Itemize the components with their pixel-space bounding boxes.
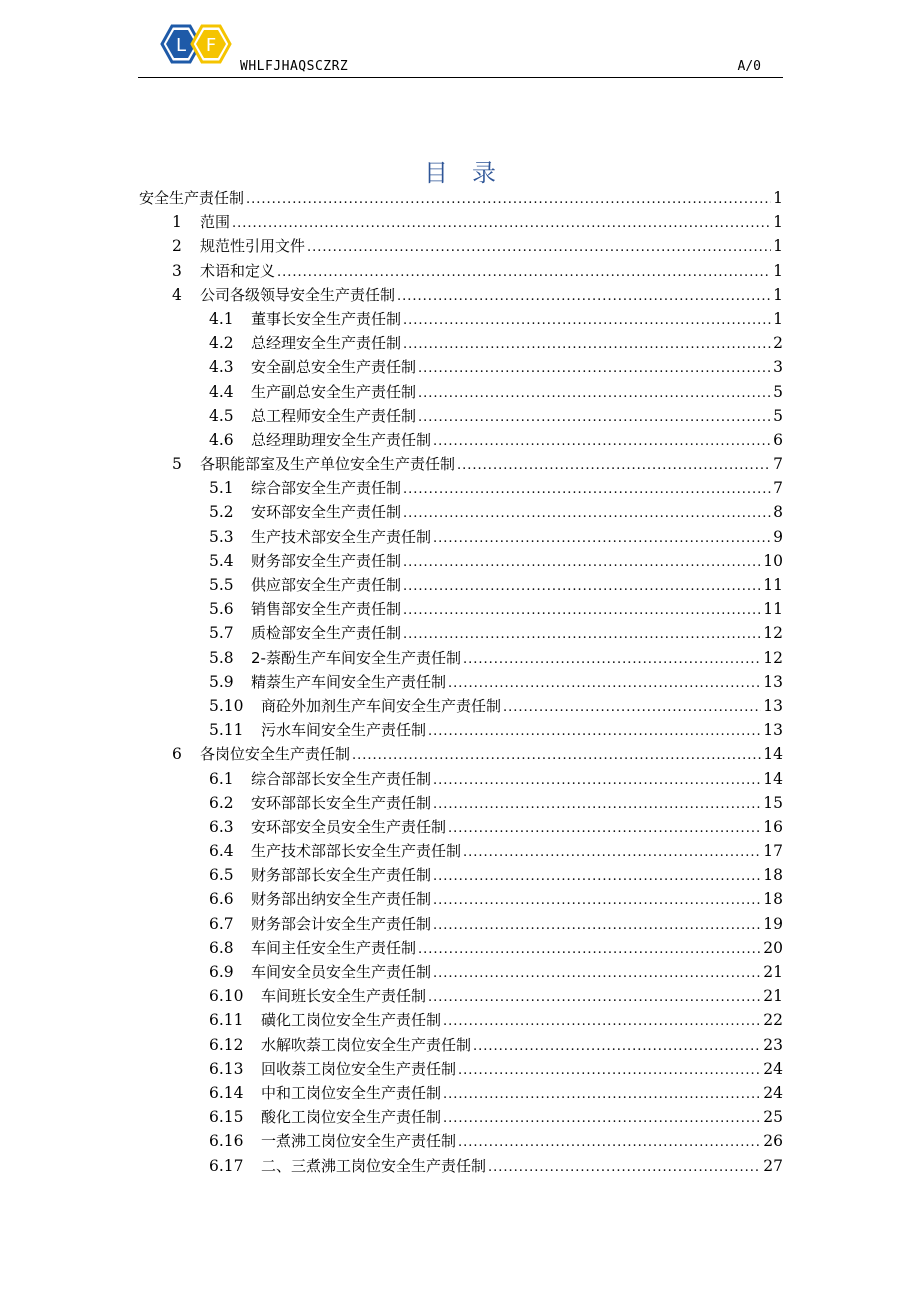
toc-entry-label: 二、三煮沸工岗位安全生产责任制: [261, 1156, 487, 1175]
toc-entry[interactable]: [139, 840, 783, 864]
toc-entry[interactable]: [139, 429, 783, 453]
toc-entry-label: 车间主任安全生产责任制: [251, 938, 417, 957]
toc-entry-label: 安全副总安全生产责任制: [251, 358, 417, 377]
toc-entry-label: 2-萘酚生产车间安全生产责任制: [251, 648, 461, 667]
toc-dot-leader: [418, 386, 771, 401]
toc-entry[interactable]: [139, 792, 783, 816]
toc-entry-number: 2: [172, 237, 182, 256]
toc-entry[interactable]: [139, 1058, 783, 1082]
toc-dot-leader: [428, 724, 761, 739]
toc-entry-page: 24: [763, 1059, 783, 1078]
toc-entry[interactable]: [139, 937, 783, 961]
toc-entry-label: 财务部会计安全生产责任制: [251, 914, 432, 933]
toc-entry-page: 22: [763, 1011, 783, 1030]
toc-entry-number: 6: [172, 745, 182, 764]
toc-entry-page: 19: [763, 914, 783, 933]
toc-entry-number: 5.6: [209, 600, 234, 619]
toc-entry-page: 16: [763, 817, 783, 836]
toc-entry[interactable]: [139, 985, 783, 1009]
toc-dot-leader: [277, 265, 771, 280]
toc-entry-number: 6.10: [209, 987, 244, 1006]
toc-entry-page: 1: [773, 189, 783, 207]
toc-entry-number: 6.4: [209, 842, 234, 861]
toc-entry[interactable]: [139, 816, 783, 840]
toc-entry-page: 11: [763, 576, 783, 594]
toc-entry[interactable]: [139, 1155, 783, 1179]
toc-entry-number: 6.7: [209, 914, 234, 933]
toc-entry[interactable]: [139, 598, 783, 622]
toc-entry-page: 15: [763, 793, 783, 812]
toc-dot-leader: [418, 361, 771, 376]
toc-entry-number: 4.2: [209, 334, 234, 353]
toc-entry-label: 总工程师安全生产责任制: [251, 406, 417, 425]
toc-entry-label: 生产副总安全生产责任制: [251, 382, 417, 401]
toc-entry-number: 6.6: [209, 890, 234, 909]
toc-entry-number: 5.7: [209, 624, 234, 643]
toc-entry-label: 生产技术部部长安全生产责任制: [251, 842, 462, 861]
toc-entry-label: 磺化工岗位安全生产责任制: [261, 1011, 442, 1030]
toc-entry-label: 供应部安全生产责任制: [251, 576, 402, 594]
page-header: [138, 22, 783, 79]
toc-entry-page: 20: [763, 938, 783, 957]
toc-entry-number: 6.8: [209, 938, 234, 957]
toc-entry-number: 6.9: [209, 963, 234, 981]
toc-entry[interactable]: [139, 719, 783, 743]
toc-entry-page: 1: [773, 285, 783, 304]
toc-dot-leader: [443, 1014, 761, 1029]
toc-entry-page: 27: [763, 1156, 783, 1175]
toc-entry-number: 6.1: [209, 769, 234, 788]
toc-entry-page: 1: [773, 213, 783, 232]
toc-entry-label: 财务部出纳安全生产责任制: [251, 890, 432, 909]
toc-entry[interactable]: [139, 1034, 783, 1058]
toc-entry-label: 安环部安全生产责任制: [251, 503, 402, 522]
toc-entry[interactable]: [139, 1106, 783, 1130]
toc-entry-label: 综合部部长安全生产责任制: [251, 769, 432, 788]
toc-dot-leader: [433, 869, 761, 884]
toc-dot-leader: [473, 1039, 761, 1054]
toc-entry-page: 13: [763, 672, 783, 691]
toc-entry-label: 术语和定义: [200, 261, 276, 280]
toc-dot-leader: [403, 555, 761, 570]
toc-entry[interactable]: [139, 1130, 783, 1154]
toc-entry-number: 4.4: [209, 382, 234, 401]
toc-dot-leader: [448, 821, 761, 836]
toc-entry[interactable]: [139, 1009, 783, 1033]
toc-entry-number: 4: [172, 285, 182, 304]
toc-entry-label: 酸化工岗位安全生产责任制: [261, 1108, 442, 1127]
toc-entry-number: 3: [172, 261, 182, 280]
toc-entry-label: 商砼外加剂生产车间安全生产责任制: [261, 696, 502, 715]
toc-entry-page: 12: [763, 648, 783, 667]
toc-entry-page: 23: [763, 1035, 783, 1054]
toc-entry-number: 6.15: [209, 1108, 244, 1127]
toc-entry-page: 17: [763, 842, 783, 861]
toc-dot-leader: [488, 1160, 761, 1175]
toc-entry-page: 1: [773, 237, 783, 256]
toc-entry-label: 安环部部长安全生产责任制: [251, 793, 432, 812]
table-of-contents: [139, 187, 783, 1179]
toc-entry[interactable]: [139, 405, 783, 429]
toc-dot-leader: [457, 458, 771, 473]
toc-entry-number: 5: [172, 455, 182, 474]
toc-entry[interactable]: [139, 381, 783, 405]
toc-dot-leader: [403, 579, 761, 594]
toc-entry[interactable]: [139, 308, 783, 332]
toc-entry-page: 5: [773, 406, 783, 425]
toc-dot-leader: [433, 893, 761, 908]
toc-entry[interactable]: [139, 888, 783, 912]
toc-entry[interactable]: [139, 284, 783, 308]
toc-entry-label: 安全生产责任制: [139, 189, 245, 207]
toc-entry-number: 6.5: [209, 866, 234, 885]
toc-entry-label: 财务部部长安全生产责任制: [251, 866, 432, 885]
toc-dot-leader: [433, 434, 771, 449]
toc-entry[interactable]: [139, 961, 783, 985]
toc-entry-label: 综合部安全生产责任制: [251, 479, 402, 498]
page-title: 目录: [424, 159, 520, 187]
logo-letter-l: L: [175, 35, 187, 56]
toc-dot-leader: [397, 289, 771, 304]
toc-dot-leader: [418, 410, 771, 425]
toc-entry[interactable]: [139, 477, 783, 501]
toc-entry-label: 公司各级领导安全生产责任制: [200, 285, 396, 304]
toc-entry-page: 1: [773, 261, 783, 280]
toc-dot-leader: [503, 700, 761, 715]
toc-dot-leader: [403, 482, 771, 497]
toc-entry-label: 质检部安全生产责任制: [251, 624, 402, 643]
toc-entry[interactable]: [139, 864, 783, 888]
toc-entry-label: 水解吹萘工岗位安全生产责任制: [261, 1035, 472, 1054]
toc-entry-page: 6: [773, 430, 783, 449]
toc-entry-number: 5.1: [209, 479, 234, 498]
toc-dot-leader: [403, 337, 771, 352]
toc-entry[interactable]: [139, 1082, 783, 1106]
toc-dot-leader: [403, 313, 771, 328]
toc-entry-page: 13: [763, 721, 783, 740]
toc-entry-number: 4.6: [209, 430, 234, 449]
toc-entry-label: 回收萘工岗位安全生产责任制: [261, 1059, 457, 1078]
toc-entry[interactable]: [139, 356, 783, 380]
toc-entry-number: 6.17: [209, 1156, 244, 1175]
toc-entry-label: 规范性引用文件: [200, 237, 306, 256]
company-logo: [160, 22, 244, 74]
toc-dot-leader: [403, 627, 761, 642]
toc-entry-page: 25: [763, 1108, 783, 1127]
toc-dot-leader: [246, 192, 771, 207]
toc-dot-leader: [443, 1111, 761, 1126]
toc-entry-page: 3: [773, 358, 783, 377]
toc-entry-number: 4.3: [209, 358, 234, 377]
toc-entry-number: 6.2: [209, 793, 234, 812]
toc-dot-leader: [403, 603, 761, 618]
toc-entry[interactable]: [139, 671, 783, 695]
toc-entry-page: 9: [773, 527, 783, 546]
toc-entry-number: 5.10: [209, 696, 244, 715]
toc-entry-label: 生产技术部安全生产责任制: [251, 527, 432, 546]
toc-entry-label: 一煮沸工岗位安全生产责任制: [261, 1132, 457, 1151]
toc-entry-label: 董事长安全生产责任制: [251, 309, 402, 328]
toc-entry-page: 18: [763, 866, 783, 885]
toc-entry-number: 6.16: [209, 1132, 244, 1151]
toc-entry[interactable]: [139, 501, 783, 525]
toc-entry[interactable]: [139, 622, 783, 646]
toc-entry[interactable]: [139, 647, 783, 671]
toc-entry[interactable]: [139, 453, 783, 477]
toc-entry-page: 11: [763, 600, 783, 619]
toc-entry-page: 24: [763, 1083, 783, 1102]
toc-dot-leader: [433, 918, 761, 933]
toc-entry-label: 总经理安全生产责任制: [251, 334, 402, 353]
toc-entry-page: 21: [763, 963, 783, 981]
toc-entry-label: 各职能部室及生产单位安全生产责任制: [200, 455, 456, 474]
toc-entry-page: 14: [763, 769, 783, 788]
toc-entry-page: 26: [763, 1132, 783, 1151]
toc-dot-leader: [403, 506, 771, 521]
toc-dot-leader: [428, 990, 761, 1005]
toc-dot-leader: [433, 773, 761, 788]
toc-entry[interactable]: [139, 695, 783, 719]
toc-entry-label: 精萘生产车间安全生产责任制: [251, 672, 447, 691]
toc-entry[interactable]: [139, 211, 783, 235]
toc-dot-leader: [307, 240, 771, 255]
toc-entry-page: 7: [773, 455, 783, 474]
toc-entry-number: 5.4: [209, 551, 234, 570]
toc-dot-leader: [463, 845, 761, 860]
header-divider: [138, 77, 783, 78]
toc-dot-leader: [352, 748, 761, 763]
toc-entry-number: 5.5: [209, 576, 234, 594]
toc-entry[interactable]: [139, 235, 783, 259]
toc-entry-number: 6.3: [209, 817, 234, 836]
toc-entry-page: 8: [773, 503, 783, 522]
toc-entry-label: 范围: [200, 213, 231, 232]
toc-entry-page: 7: [773, 479, 783, 498]
toc-dot-leader: [433, 797, 761, 812]
toc-entry-number: 6.14: [209, 1083, 244, 1102]
document-revision: A/0: [737, 59, 761, 74]
toc-entry-label: 安环部安全员安全生产责任制: [251, 817, 447, 836]
toc-dot-leader: [232, 216, 771, 231]
toc-entry[interactable]: [139, 743, 783, 767]
toc-entry-label: 各岗位安全生产责任制: [200, 745, 351, 764]
logo-letter-f: F: [205, 35, 217, 56]
toc-entry-number: 4.5: [209, 406, 234, 425]
toc-entry-number: 4.1: [209, 309, 234, 328]
toc-dot-leader: [443, 1087, 761, 1102]
toc-entry-number: 6.12: [209, 1035, 244, 1054]
toc-entry-page: 2: [773, 334, 783, 353]
toc-entry[interactable]: [139, 574, 783, 598]
toc-entry[interactable]: [139, 526, 783, 550]
toc-dot-leader: [448, 676, 761, 691]
toc-dot-leader: [433, 966, 761, 981]
toc-entry[interactable]: [139, 187, 783, 211]
document-code: WHLFJHAQSCZRZ: [240, 59, 349, 74]
toc-entry-page: 13: [763, 696, 783, 715]
toc-entry-label: 污水车间安全生产责任制: [261, 721, 427, 740]
toc-dot-leader: [458, 1135, 761, 1150]
toc-dot-leader: [418, 942, 761, 957]
toc-entry[interactable]: [139, 913, 783, 937]
toc-entry-page: 10: [763, 551, 783, 570]
toc-entry-number: 5.11: [209, 721, 244, 740]
toc-entry-number: 6.11: [209, 1011, 244, 1030]
toc-entry[interactable]: [139, 260, 783, 284]
toc-entry-number: 5.9: [209, 672, 234, 691]
toc-entry[interactable]: [139, 768, 783, 792]
toc-entry-number: 5.8: [209, 648, 234, 667]
toc-entry[interactable]: [139, 550, 783, 574]
toc-entry-number: 1: [172, 213, 182, 232]
toc-dot-leader: [463, 652, 761, 667]
toc-entry-number: 6.13: [209, 1059, 244, 1078]
toc-entry-label: 财务部安全生产责任制: [251, 551, 402, 570]
toc-dot-leader: [433, 531, 771, 546]
toc-entry-number: 5.3: [209, 527, 234, 546]
toc-entry-label: 总经理助理安全生产责任制: [251, 430, 432, 449]
toc-dot-leader: [458, 1063, 761, 1078]
toc-entry-label: 销售部安全生产责任制: [251, 600, 402, 619]
toc-entry-page: 14: [763, 745, 783, 764]
toc-entry-page: 5: [773, 382, 783, 401]
toc-entry-label: 车间安全员安全生产责任制: [251, 963, 432, 981]
toc-entry-number: 5.2: [209, 503, 234, 522]
toc-entry-page: 12: [763, 624, 783, 643]
toc-entry-label: 车间班长安全生产责任制: [261, 987, 427, 1006]
toc-entry-label: 中和工岗位安全生产责任制: [261, 1083, 442, 1102]
toc-entry-page: 18: [763, 890, 783, 909]
toc-entry[interactable]: [139, 332, 783, 356]
toc-entry-page: 1: [773, 309, 783, 328]
toc-entry-page: 21: [763, 987, 783, 1006]
